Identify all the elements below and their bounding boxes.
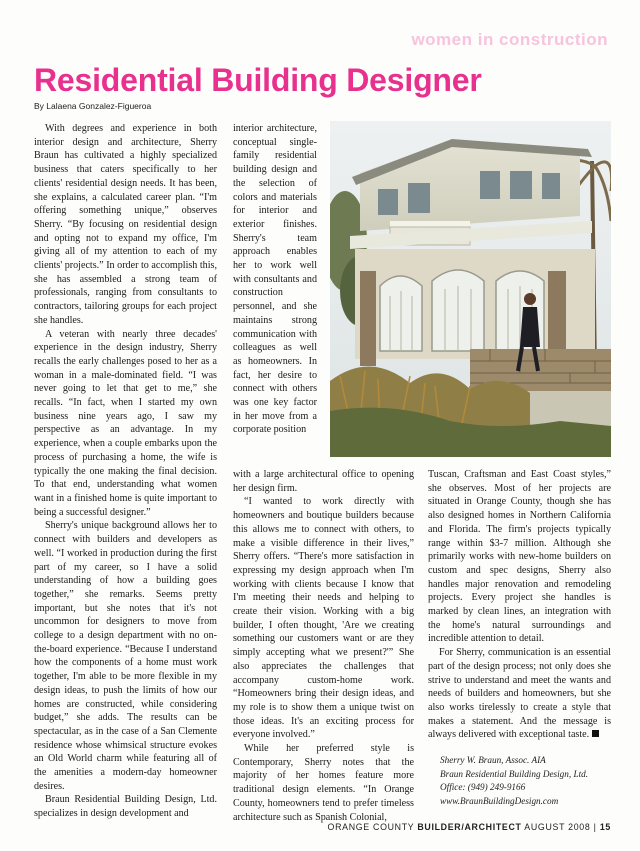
paragraph — [428, 646, 611, 742]
column-2-lower — [233, 468, 414, 824]
contact-company: Braun Residential Building Design, Ltd. — [440, 768, 589, 779]
column-2-narrow — [233, 122, 317, 437]
column-3 — [428, 468, 611, 742]
paragraph: Tuscan, Craftsman and East Coast styles,” she observes. Most of her projects are situated in Orange County, though she has also designed homes in Northern California and Florida. The firm's projects typically range within $3-7 million. Although she primarily works with new-home builders on custom and spec designs, Sherry also handles major renovation and remodeling projects. Every project she handles is marked by clean lines, an integration with the home's natural surroundings and incredible attention to detail. — [428, 469, 611, 645]
issue-date: AUGUST 2008 — [524, 822, 591, 832]
contact-name: Sherry W. Braun, Assoc. AIA — [440, 755, 546, 765]
house-photo — [330, 121, 611, 457]
paragraph: with a large architectural office to opening her design firm. — [233, 469, 414, 494]
page-number: 15 — [599, 822, 611, 832]
paragraph: “I wanted to work directly with homeowners and boutique builders because this allows me to connect with others, to make a visible difference in their lives,” Sherry offers. “There's more satisfaction in expressing my design approach when I'm working with clients because I know that I'm meeting their needs and helping to create their vision. Working with a big builder, I often thought, 'Are we creating something our customers want or are they simply accepting what we present?'” She also appreciates the challenges that accompany custom-home work. “Homeowners bring their design ideas, and my role is to show them a unique twist on those ideas. It's an exciting process for everyone involved.” — [233, 496, 414, 741]
byline: By Lalaena Gonzalez-Figueroa — [34, 101, 152, 111]
publication-name: BUILDER/ARCHITECT — [417, 822, 522, 832]
paragraph-text: For Sherry, communication is an essential part of the design process; not only does she strive to understand and meet the wants and needs of builders and homeowners, but she also works tirelessly to create a style that makes a statement. And the message is always delivered with exceptional taste. — [428, 647, 611, 741]
paragraph: Braun Residential Building Design, Ltd. specializes in design development and — [34, 794, 217, 820]
paragraph: interior architecture, conceptual single-family residential building design and the selection of colors and materials for interior and exterior finishes. Sherry's team approach enables her to work well with consultants and construction personnel, and she maintains strong communication with colleagues as well as homeowners. In fact, her desire to connect with others was one key factor in her move from a corporate position — [233, 123, 317, 436]
contact-website: www.BraunBuildingDesign.com — [440, 795, 559, 806]
contact-phone: Office: (949) 249-9166 — [440, 782, 526, 793]
article-title: Residential Building Designer — [34, 62, 482, 98]
footer-separator: | — [593, 822, 597, 832]
paragraph: While her preferred style is Contemporary, Sherry notes that the majority of her homes feature more traditional design elements. “In Orange County, homeowners tend to prefer timeless architecture such as Spanish Colonial, — [233, 743, 414, 823]
end-mark-icon — [592, 730, 599, 737]
paragraph: Sherry's unique background allows her to connect with builders and developers as well. “I worked in production during the first part of my career, so I have a solid understanding of how a building goes together,” she remarks. Seems pretty important, but she notes that it's not uncommon for designers to move from college to a design department with no on-the-board experience. “Because I understand how the components of a home must work together, I'm able to be more flexible in my design ideas, to push the limits of how our homes are constructed, while considering budget,” she adds. The results can be spectacular, as in the case of a San Clemente residence whose whimsical structure evokes an Old World charm while featuring all of the amenities a modern-day homeowner desires. — [34, 520, 217, 792]
contact-block — [440, 754, 588, 808]
section-tag: women in construction — [411, 30, 608, 49]
publication-prefix: ORANGE COUNTY — [327, 822, 418, 832]
column-1 — [34, 122, 217, 821]
paragraph: With degrees and experience in both interior design and architecture, Sherry Braun has cultivated a highly specialized business that caters specifically to her clients' residential design needs. It has been, she explains, a calculated career plan. “I'm offering something unique,” observes Sherry. “By focusing on residential design and opting not to expand my office, I'm giving all of my attention to each of my clients' projects.” In order to accomplish this, she has assembled a strong team of professionals, ranging from consultants to contractors, tailoring groups for each project she handles. — [34, 123, 217, 326]
paragraph: A veteran with nearly three decades' experience in the design industry, Sherry recalls the early challenges posed to her as a woman in a male-dominated field. “I was never going to let that get to me,” she recalls. “In fact, when I started my own business nine years ago, I saw my perspective as an advantage. In my experience, when a couple embarks upon the process of purchasing a home, the wife is typically the one making the final decision. To that end, understanding what women want in a finished home is quite important to being a successful designer.” — [34, 328, 217, 518]
page-footer — [328, 822, 611, 832]
